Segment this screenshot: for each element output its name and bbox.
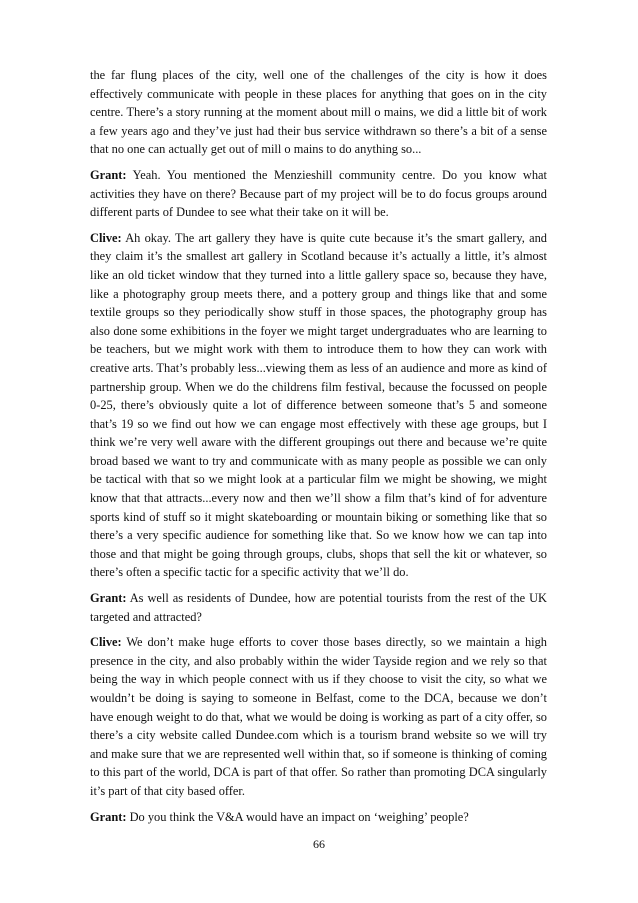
paragraph-clive-2 [90, 633, 547, 800]
paragraph-grant-1 [90, 166, 547, 222]
paragraph-grant-2 [90, 589, 547, 626]
speaker-label: Grant: [90, 167, 127, 182]
speaker-label: Grant: [90, 809, 127, 824]
paragraph-grant-3 [90, 808, 547, 827]
speaker-label: Clive: [90, 635, 122, 650]
paragraph-text: As well as residents of Dundee, how are potential tourists from the rest of the UK targeted and attracted? [90, 591, 547, 624]
paragraph-text: the far flung places of the city, well one of the challenges of the city is how it does effectively communicate with people in these places for anything that goes on in the city centre. There’s a story running at the moment about mill o mains, we did a little bit of work a few years ago and they’ve just had their bus service withdrawn so there’s a bit of a sense that no one can actually get out of mill o mains to do anything so... [90, 68, 547, 157]
speaker-label: Clive: [90, 230, 122, 245]
paragraph-continuation [90, 66, 547, 159]
paragraph-text: Do you think the V&A would have an impact on ‘weighing’ people? [126, 809, 469, 824]
paragraph-clive-1 [90, 229, 547, 582]
page-number: 66 [313, 837, 325, 851]
paragraph-text: Yeah. You mentioned the Menzieshill community centre. Do you know what activities they have on there? Because part of my project will be to do focus groups around different parts of Dundee to see what their take on it will be. [90, 167, 547, 220]
interview-transcript [90, 66, 547, 833]
speaker-label: Grant: [90, 591, 127, 606]
paragraph-text: Ah okay. The art gallery they have is quite cute because it’s the smart gallery, and they claim it’s the smallest art gallery in Scotland because it’s actually a little, it’s almost like an old ticket window that they turned into a little gallery space so, because they have, like a photography group meets there, and a pottery group and things like that and some textile groups so they periodically show stuff in those spaces, the photography group has also done some exhibitions in the foyer we might target undergraduates who are learning to be teachers, but we might work with them to introduce them to how they can work with creative arts. That’s probably less...viewing them as less of an audience and more as kind of partnership group. When we do the childrens film festival, because the focussed on people 0-25, there’s obviously quite a lot of difference between someone that’s 5 and someone that’s 19 so we find out how we can engage most effectively with these age groups, but I think we’re very well aware with the different groupings out there and because we’re quite broad based we want to try and communicate with as many people as possible we can only be tactical with that so we might look at a particular film we might be showing, we might know that that attracts...every now and then we’ll show a film that’s kind of for adventure sports kind of stuff so it might skateboarding or mountain biking or something like that so there’s a very specific audience for something like that. So we know how we can tap into those and that might be going through groups, clubs, shops that sell the kit or whatever, so there’s often a specific tactic for a specific activity that we’ll do. [90, 230, 547, 580]
paragraph-text: We don’t make huge efforts to cover those bases directly, so we maintain a high presence in the city, and also probably within the wider Tayside region and we rely so that being the way in which people connect with us if they choose to visit the city, so what we wouldn’t be doing is saying to someone in Belfast, come to the DCA, because we don’t have enough weight to do that, what we would be doing is working as part of a city offer, so there’s a city website called Dundee.com which is a tourism brand website so we will try and make sure that we are represented well within that, so if someone is thinking of coming to this part of the world, DCA is part of that offer. So rather than promoting DCA singularly it’s part of that city based offer. [90, 635, 547, 798]
